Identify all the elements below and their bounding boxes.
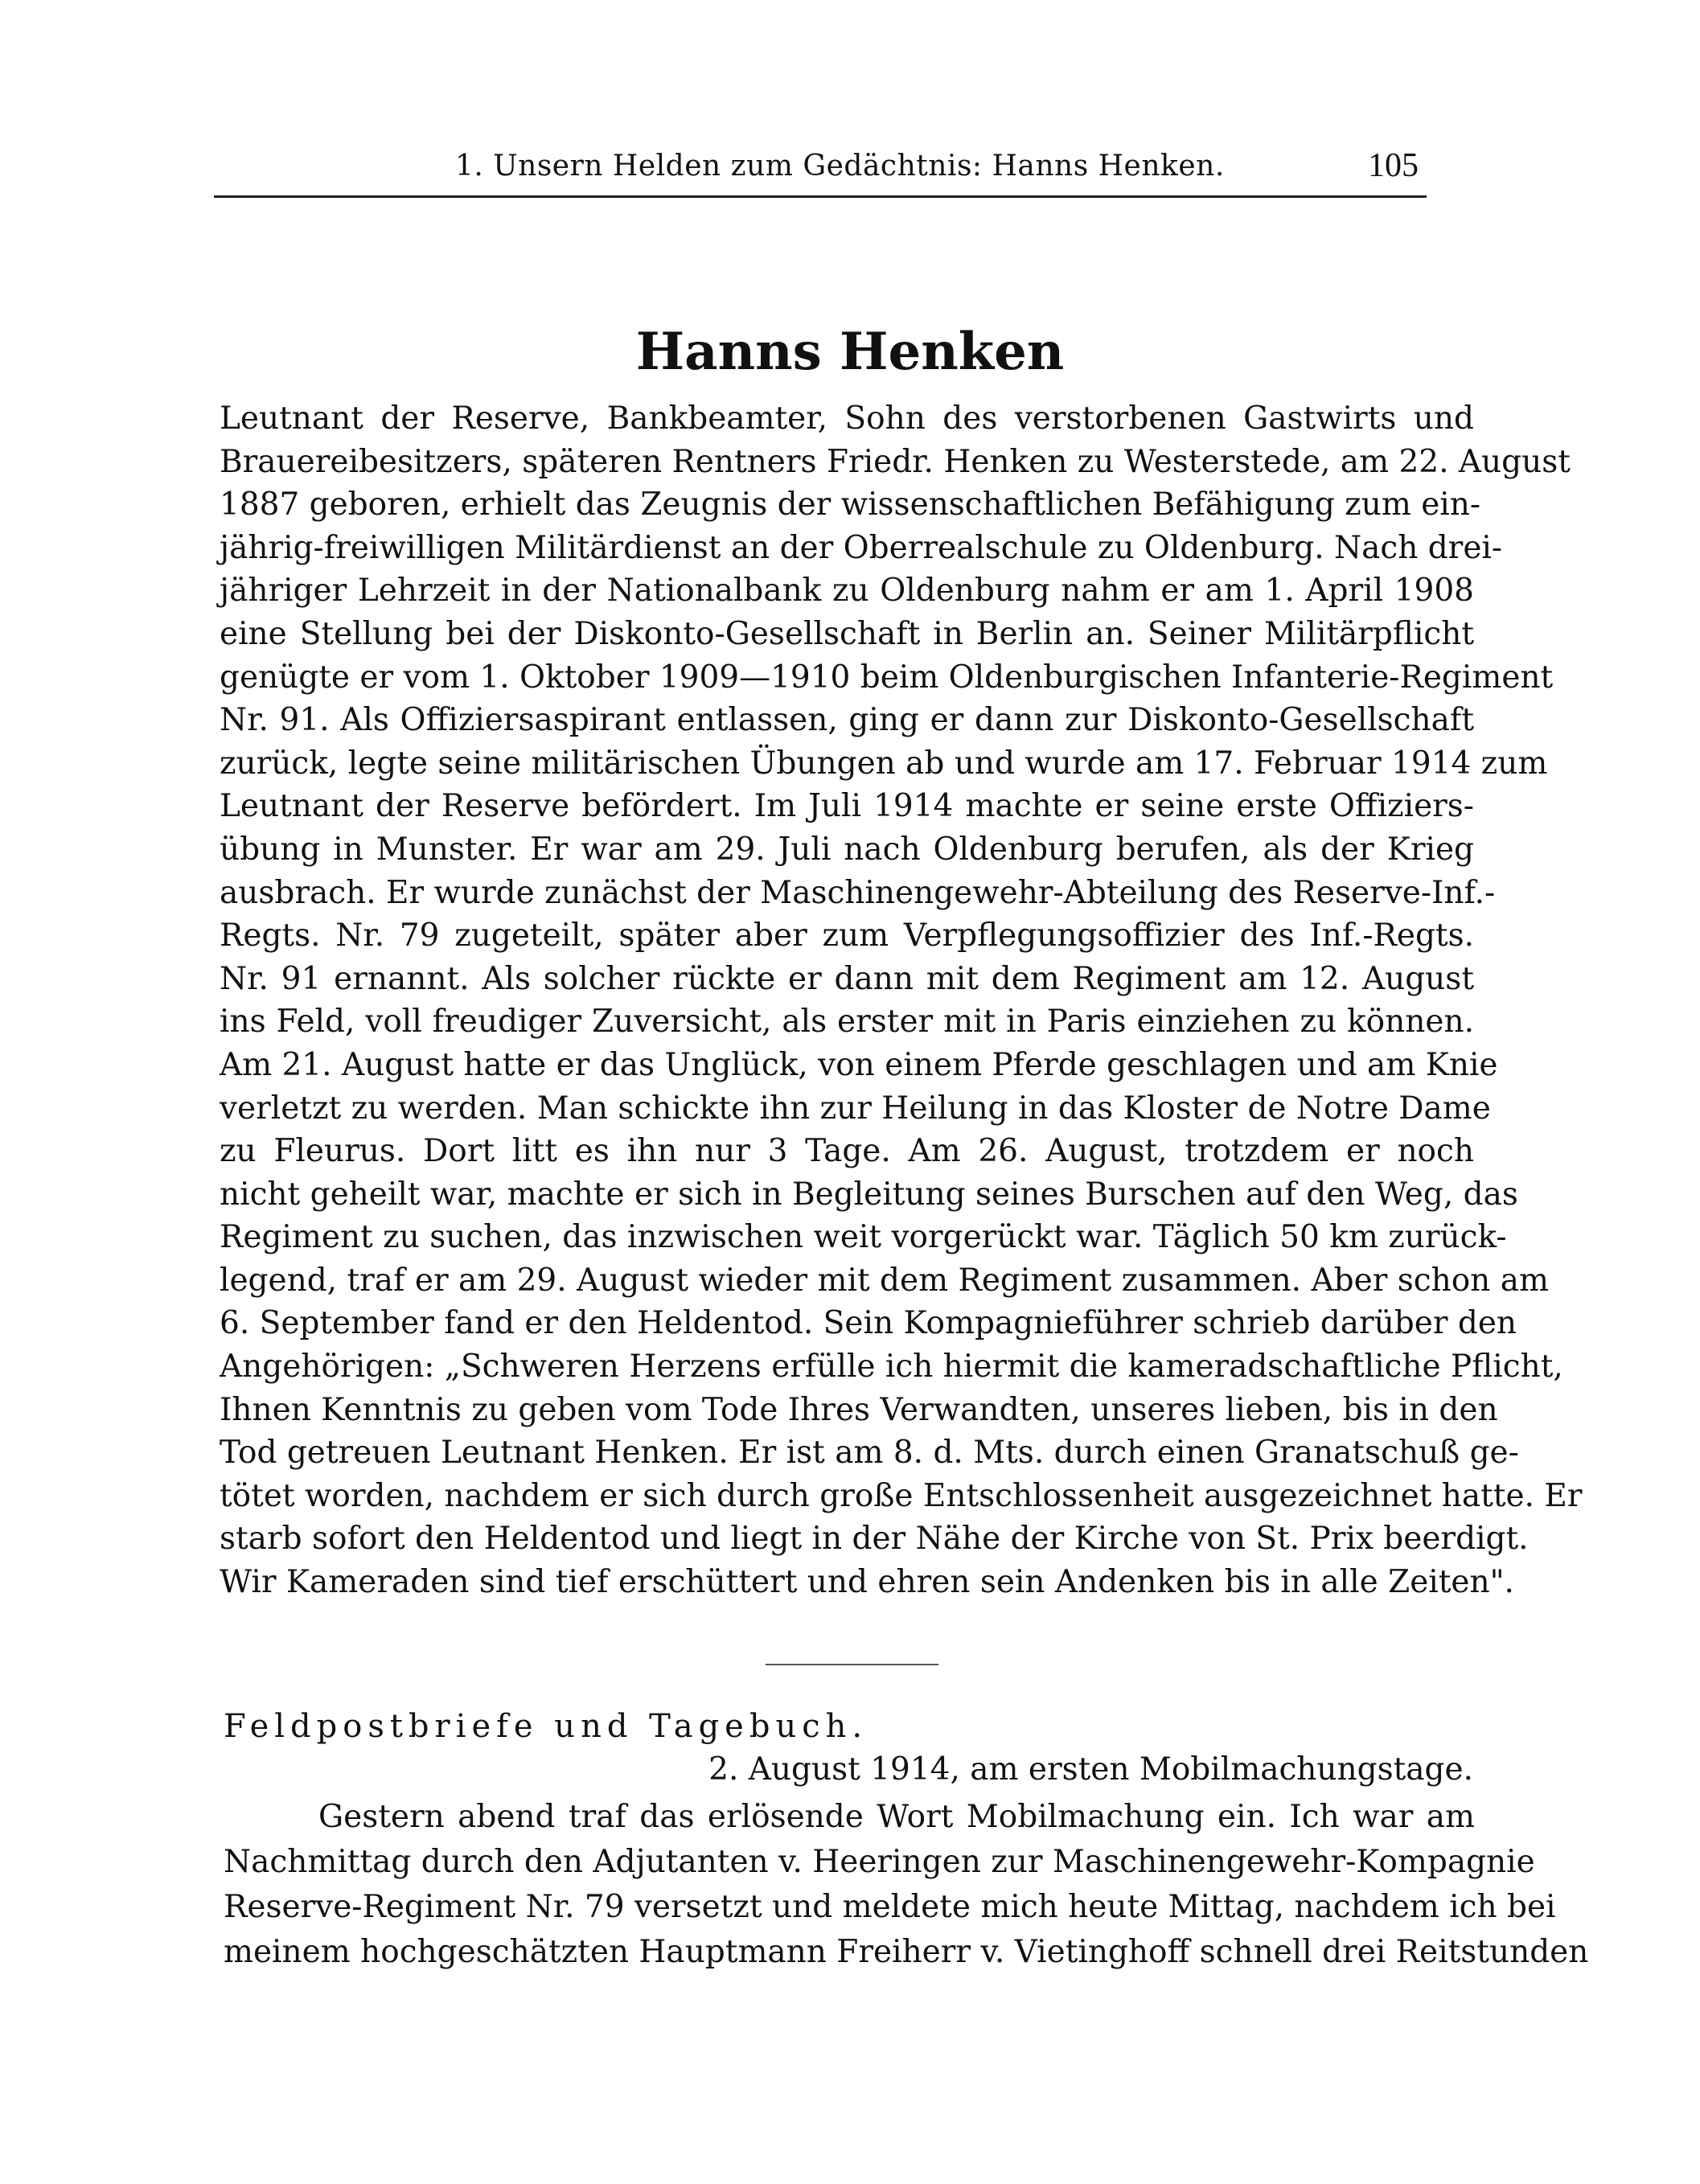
- bio-line: Nr. 91 ernannt. Als solcher rückte er dann mit dem Regiment am 12. August: [220, 960, 1474, 997]
- diary-line: Reserve-Regiment Nr. 79 versetzt und meldete mich heute Mittag, nachdem ich bei: [224, 1889, 1556, 1925]
- section-separator: [766, 1664, 938, 1665]
- bio-line: Ihnen Kenntnis zu geben vom Tode Ihres Verwandten, unseres lieben, bis in den: [220, 1391, 1498, 1428]
- bio-line: legend, traf er am 29. August wieder mit dem Regiment zusammen. Aber schon am: [220, 1262, 1549, 1299]
- bio-line: übung in Munster. Er war am 29. Juli nach Oldenburg berufen, als der Krieg: [220, 831, 1474, 868]
- bio-line: ausbrach. Er wurde zunächst der Maschinengewehr-Abteilung des Reserve-Inf.-: [220, 874, 1496, 911]
- bio-line: Wir Kameraden sind tief erschüttert und ehren sein Andenken bis in alle Zeiten".: [220, 1564, 1514, 1601]
- section-heading: Feldpostbriefe und Tagebuch.: [224, 1708, 868, 1745]
- diary-line: Gestern abend traf das erlösende Wort Mobilmachung ein. Ich war am: [318, 1799, 1475, 1835]
- bio-line: jähriger Lehrzeit in der Nationalbank zu Oldenburg nahm er am 1. April 1908: [220, 573, 1474, 610]
- bio-line: 1887 geboren, erhielt das Zeugnis der wissenschaftlichen Befähigung zum ein-: [220, 486, 1481, 523]
- bio-line: Am 21. August hatte er das Unglück, von einem Pferde geschlagen und am Knie: [220, 1046, 1498, 1083]
- bio-line: nicht geheilt war, machte er sich in Begleitung seines Burschen auf den Weg, das: [220, 1176, 1518, 1213]
- diary-date-line: 2. August 1914, am ersten Mobilmachungstage.: [708, 1751, 1473, 1788]
- bio-line: Nr. 91. Als Offiziersaspirant entlassen, ging er dann zur Diskonto-Gesellschaft: [220, 702, 1474, 739]
- article-title: Hanns Henken: [635, 322, 1065, 382]
- diary-line: meinem hochgeschätzten Hauptmann Freiherr v. Vietinghoff schnell drei Reitstunden: [224, 1934, 1589, 1970]
- bio-line: genügte er vom 1. Oktober 1909—1910 beim Oldenburgischen Infanterie-Regiment: [220, 659, 1554, 696]
- bio-line: ins Feld, voll freudiger Zuversicht, als erster mit in Paris einziehen zu können.: [220, 1004, 1474, 1041]
- running-head: [214, 147, 1427, 198]
- bio-line: Tod getreuen Leutnant Henken. Er ist am 8. d. Mts. durch einen Granatschuß ge-: [220, 1435, 1519, 1472]
- bio-line: verletzt zu werden. Man schickte ihn zur Heilung in das Kloster de Notre Dame: [220, 1090, 1491, 1127]
- bio-line: Angehörigen: „Schweren Herzens erfülle ich hiermit die kameradschaftliche Pflicht,: [220, 1349, 1563, 1386]
- biography-paragraph: [220, 397, 1583, 1604]
- bio-line: zu Fleurus. Dort litt es ihn nur 3 Tage. Am 26. August, trotzdem er noch: [220, 1133, 1474, 1170]
- bio-line: starb sofort den Heldentod und liegt in der Nähe der Kirche von St. Prix beerdigt.: [220, 1521, 1529, 1558]
- bio-line: Regts. Nr. 79 zugeteilt, später aber zum Verpflegungsoffizier des Inf.-Regts.: [220, 918, 1474, 954]
- bio-line: Regiment zu suchen, das inzwischen weit vorgerückt war. Täglich 50 km zurück-: [220, 1219, 1507, 1256]
- bio-line: Leutnant der Reserve, Bankbeamter, Sohn des verstorbenen Gastwirts und: [220, 400, 1474, 437]
- bio-line: Leutnant der Reserve befördert. Im Juli 1914 machte er seine erste Offiziers-: [220, 788, 1474, 825]
- page-number: 105: [1368, 147, 1419, 184]
- bio-line: zurück, legte seine militärischen Übungen ab und wurde am 17. Februar 1914 zum: [220, 745, 1548, 782]
- bio-line: 6. September fand er den Heldentod. Sein Kompagnieführer schrieb darüber den: [220, 1305, 1517, 1342]
- bio-line: eine Stellung bei der Diskonto-Gesellschaft in Berlin an. Seiner Militärpflicht: [220, 615, 1474, 652]
- running-title: 1. Unsern Helden zum Gedächtnis: Hanns Henken.: [455, 150, 1225, 183]
- bio-line: jährig-freiwilligen Militärdienst an der Oberrealschule zu Oldenburg. Nach drei-: [220, 529, 1503, 566]
- bio-line: tötet worden, nachdem er sich durch große Entschlossenheit ausgezeichnet hatte. Er: [220, 1477, 1583, 1514]
- diary-line: Nachmittag durch den Adjutanten v. Heeringen zur Maschinengewehr-Kompagnie: [224, 1844, 1535, 1880]
- bio-line: Brauereibesitzers, späteren Rentners Friedr. Henken zu Westerstede, am 22. August: [220, 443, 1571, 480]
- diary-paragraph: [224, 1795, 1589, 1975]
